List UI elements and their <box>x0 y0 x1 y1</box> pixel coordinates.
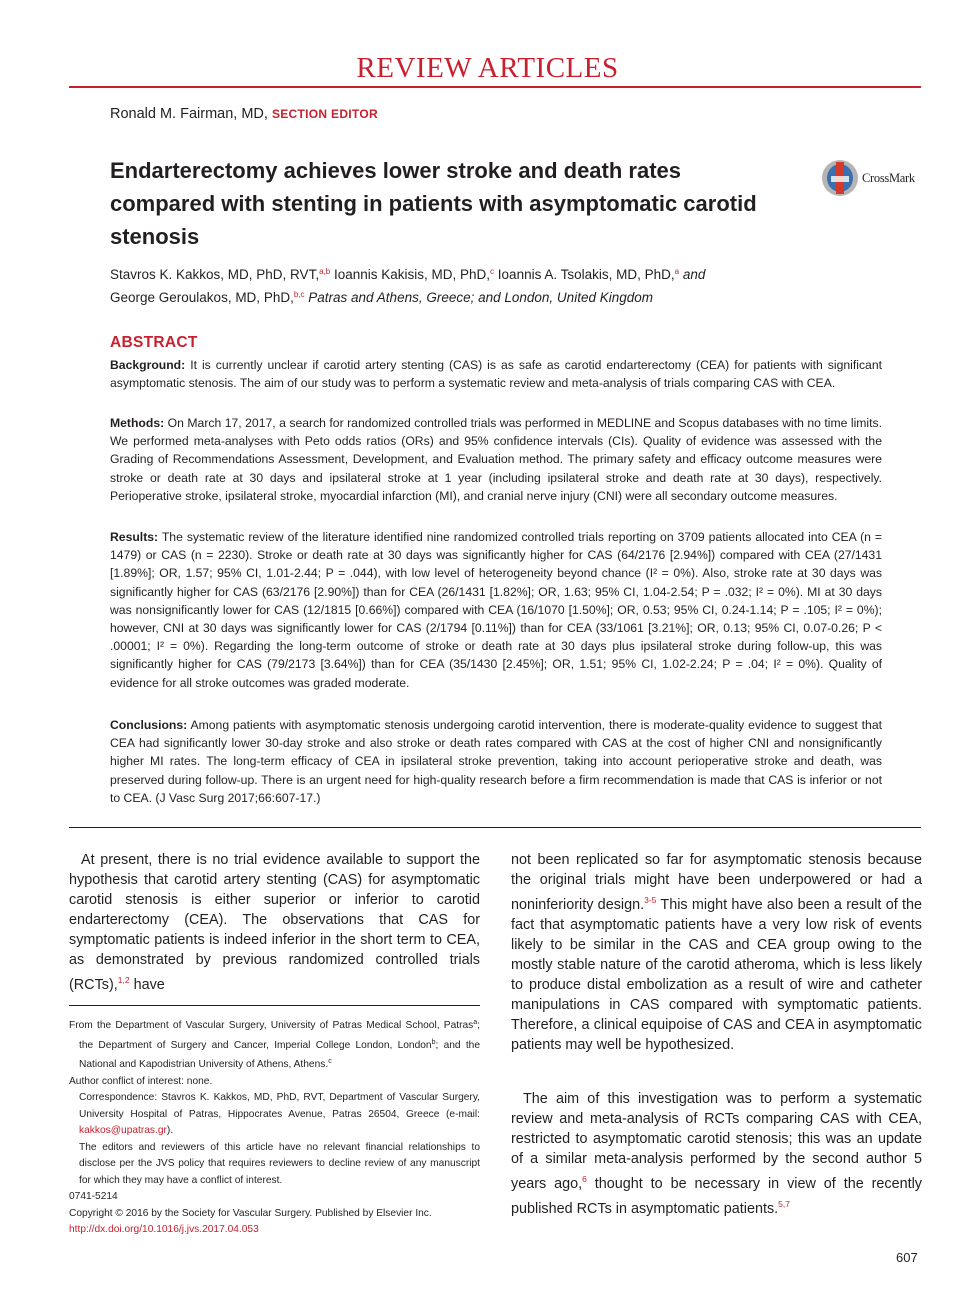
body-text: have <box>129 977 165 993</box>
footnote-text: Correspondence: Stavros K. Kakkos, MD, PhD, RVT, Department of Vascular Surgery, University Hospital of Patras, Hippocrates Avenue, Patras 26504, Greece (e-mail: <box>79 1092 480 1120</box>
footnote-conflict: Author conflict of interest: none. <box>69 1075 213 1087</box>
editor-role: SECTION EDITOR <box>271 107 378 121</box>
abstract-conclusions <box>110 716 882 807</box>
citation-ref[interactable]: 6 <box>582 1174 587 1184</box>
body-text: This might have also been a result of the fact that asymptomatic patients have a very low risk of events likely to be similar in the CAS and CEA group owing to the mostly stable nature of the carotid atheroma, which is less likely to produce distal embolization as a result of wire and catheter manipulations in CAS compared with symptomatic patients. Therefore, a clinical equipoise of CAS and CEA in asymptomatic patients may well be hypothesized. <box>511 897 922 1053</box>
email-link[interactable]: kakkos@upatras.gr <box>79 1125 167 1136</box>
author-name: Stavros K. Kakkos, MD, PhD, RVT, <box>110 267 320 282</box>
abstract-background <box>110 356 882 392</box>
footnotes <box>69 1015 480 1239</box>
conclusions-label: Conclusions: <box>110 718 188 732</box>
author-affiliation[interactable]: b,c <box>293 290 305 299</box>
footnote-sup: b <box>431 1038 436 1046</box>
copyright: Copyright © 2016 by the Society for Vascular Surgery. Published by Elsevier Inc. <box>69 1207 432 1219</box>
results-text: The systematic review of the literature identified nine randomized controlled trials reporting on 3709 patients allocated into CEA (n = 1479) or CAS (n = 2230). Stroke or death rate at 30 days was significantly higher for CAS (64/2176 [2.94%]) compared with CEA (27/1431 [1.89%]; OR, 1.57; 95% CI, 1.01-2.44; P = .044), with low level of heterogeneity beyond chance (I² = 0%). Also, stroke rate at 30 days was significantly higher for CAS (63/2176 [2.90%]) than for CEA (26/1431 [1.82%]; OR, 1.63; 95% CI, 1.04-2.54; P = .032; I² = 0%). MI at 30 days was nonsignificantly lower for CAS (12/1815 [0.66%]) compared with CEA (16/1070 [1.50%]; OR, 0.53; 95% CI, 0.24-1.14; P = .105; I² = 0%); however, CNI at 30 days was significantly lower for CAS (2/1794 [0.11%]) than for CEA (33/1061 [3.21%]; OR, 0.13; 95% CI, 0.07-0.26; P < .00001; I² = 0%). Regarding the long-term outcome of stroke or death rate at 30 days plus ipsilateral stroke during follow-up, this was significantly higher for CAS (79/2173 [3.64%]) than for CEA (35/1430 [2.45%]; OR, 1.51; 95% CI, 1.02-2.24; P = .04; I² = 0%). Quality of evidence for all stroke outcomes was graded moderate. <box>110 530 882 690</box>
issn: 0741-5214 <box>69 1191 118 1202</box>
conclusions-text: Among patients with asymptomatic stenosis undergoing carotid intervention, there is moderate-quality evidence to suggest that CEA had significantly lower 30-day stroke and also stroke or death rates compared with CAS at the cost of higher CNI and nonsignificantly higher MI rates. The long-term efficacy of CEA in ipsilateral stroke prevention, taking into account perioperative stroke and death, was preserved during follow-up. There is an urgent need for high-quality research before a firm recommendation is made that CAS is inferior or not to CEA. (J Vasc Surg 2017;66:607-17.) <box>110 718 882 805</box>
author-name: George Geroulakos, MD, PhD, <box>110 290 294 305</box>
footnote-text: ). <box>166 1125 174 1136</box>
footnote-rule <box>69 1005 480 1006</box>
body-text: The aim of this investigation was to perform a systematic review and meta-analysis of RCTs comparing CAS with CEA, restricted to asymptomatic carotid stenosis; this was an update of a similar meta-analysis performed by the second author 5 years ago, <box>511 1091 922 1192</box>
footnote-text: ; the Department of Surgery and Cancer, Imperial College London, London <box>79 1020 480 1051</box>
crossmark-badge[interactable] <box>822 160 922 198</box>
citation-ref[interactable]: 3-5 <box>644 895 657 905</box>
footnote-editors: The editors and reviewers of this article have no relevant financial relationships to disclose per the JVS policy that requires reviewers to decline review of any manuscript for which they may have a conflict of interest. <box>79 1141 480 1186</box>
article-title: Endarterectomy achieves lower stroke and death rates compared with stenting in patients with asymptomatic carotid stenosis <box>110 158 757 249</box>
crossmark-icon <box>822 160 858 196</box>
author-conjunction: and <box>682 267 706 282</box>
author-locations: Patras and Athens, Greece; and London, United Kingdom <box>308 290 653 305</box>
methods-text: On March 17, 2017, a search for randomized controlled trials was performed in MEDLINE and Scopus databases with no time limits. We performed meta-analyses with Peto odds ratios (ORs) and 95% confidence intervals (CIs). Quality of evidence was assessed with the Grading of Recommendations Assessment, Development, and Evaluation method. The primary safety and efficacy outcome measures were stroke or death rate at 30 days and ipsilateral stroke at 1 year (including ipsilateral stroke and death rate at 30 days), respectively. Perioperative stroke, ipsilateral stroke, myocardial infarction (MI), and cranial nerve injury (CNI) were all secondary outcome measures. <box>110 416 883 503</box>
body-paragraph-left <box>69 850 480 995</box>
background-label: Background: <box>110 358 186 372</box>
results-label: Results: <box>110 530 159 544</box>
section-divider <box>69 827 921 828</box>
doi-link[interactable]: http://dx.doi.org/10.1016/j.jvs.2017.04.053 <box>69 1224 259 1235</box>
abstract-heading: ABSTRACT <box>110 334 198 351</box>
body-paragraph-right-1 <box>511 850 922 1055</box>
citation-ref[interactable]: 5,7 <box>778 1199 790 1209</box>
abstract-results <box>110 528 882 692</box>
background-text: It is currently unclear if carotid artery stenting (CAS) is as safe as carotid endarterectomy (CEA) for patients with significant asymptomatic stenosis. The aim of our study was to perform a systematic review and meta-analysis of trials comparing CAS with CEA. <box>110 358 882 391</box>
crossmark-label: CrossMark <box>862 171 915 185</box>
footnote-affiliations <box>69 1015 480 1074</box>
citation-ref[interactable]: 1,2 <box>117 975 130 985</box>
author-affiliation[interactable]: a <box>674 267 680 276</box>
section-heading: REVIEW ARTICLES <box>356 52 619 84</box>
abstract-methods <box>110 414 882 505</box>
header-rule <box>69 86 921 88</box>
methods-label: Methods: <box>110 416 165 430</box>
author-list <box>110 262 870 308</box>
body-text: At present, there is no trial evidence available to support the hypothesis that carotid artery stenting (CAS) for asymptomatic carotid stenosis is either superior or inferior to carotid endarterectomy (CEA). The observations that CAS for symptomatic patients is indeed inferior in the short term to CEA, as demonstrated by previous randomized controlled trials (RCTs), <box>69 852 480 993</box>
footnote-sup: c <box>328 1058 332 1065</box>
footnote-text: ; and the National and Kapodistrian University of Athens, Athens. <box>79 1039 480 1070</box>
author-affiliation[interactable]: a,b <box>319 267 331 276</box>
section-editor <box>110 106 378 122</box>
author-affiliation[interactable]: c <box>490 267 495 276</box>
page-number: 607 <box>896 1250 918 1265</box>
body-paragraph-right-2 <box>511 1089 922 1219</box>
author-name: Ioannis Kakisis, MD, PhD, <box>333 267 491 282</box>
footnote-sup: a <box>473 1019 478 1026</box>
author-name: Ioannis A. Tsolakis, MD, PhD, <box>497 267 675 282</box>
body-text: not been replicated so far for asymptomatic stenosis because the original trials might have been underpowered or had a noninferiority design. <box>511 852 922 913</box>
body-text: thought to be necessary in view of the recently published RCTs in asymptomatic patients. <box>511 1176 922 1217</box>
editor-name: Ronald M. Fairman, MD, <box>110 106 268 122</box>
footnote-text: From the Department of Vascular Surgery, University of Patras Medical School, Patras <box>69 1020 474 1031</box>
footnote-correspondence <box>69 1090 480 1140</box>
